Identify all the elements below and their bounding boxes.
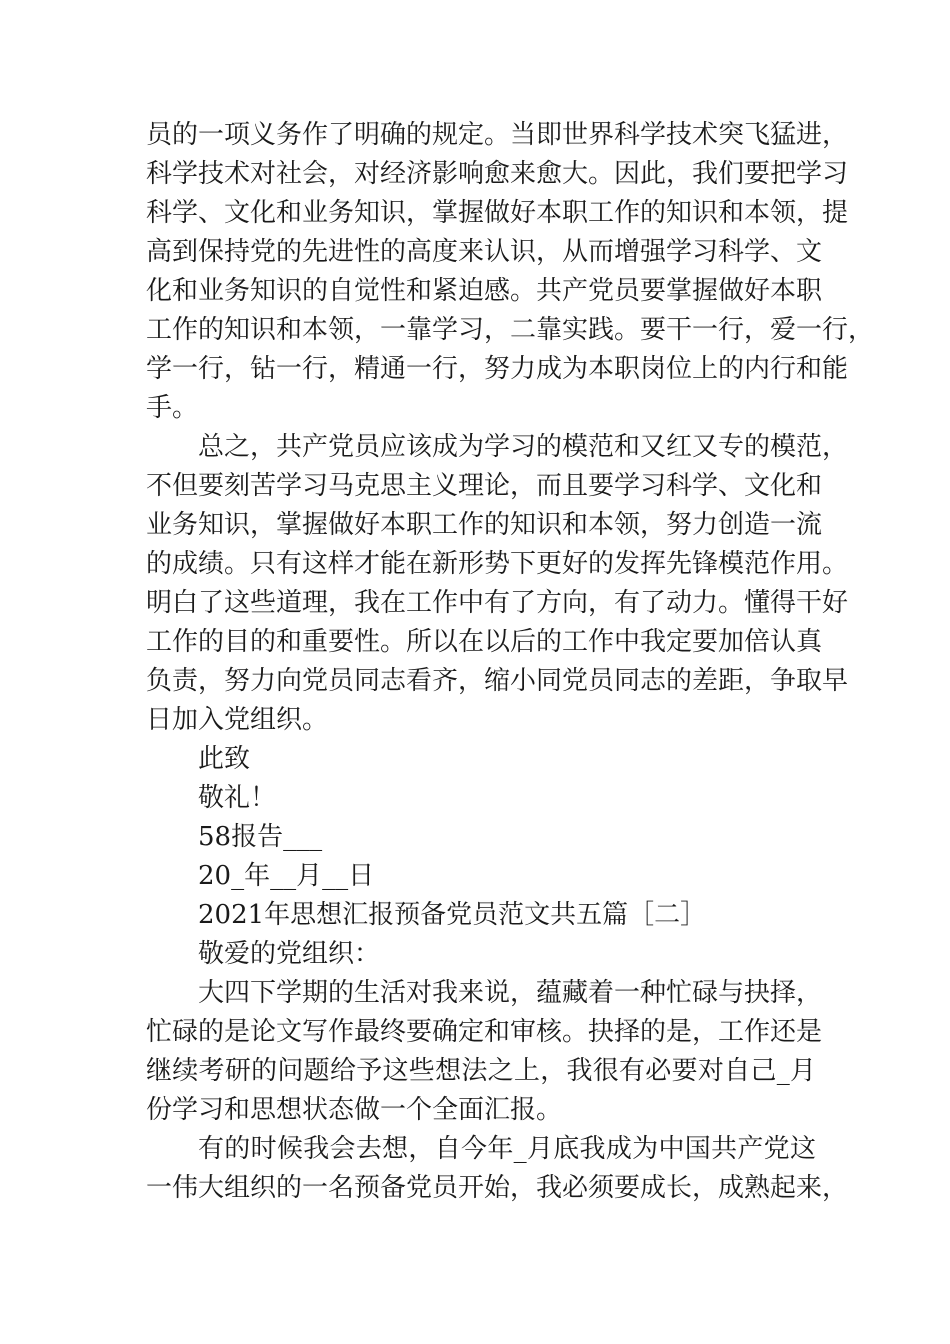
paragraph-line: 工作的知识和本领，一靠学习，二靠实践。要干一行，爱一行， — [146, 315, 875, 345]
paragraph-line: 不但要刻苦学习马克思主义理论，而且要学习科学、文化和 — [146, 471, 823, 501]
paragraph-line: 高到保持党的先进性的高度来认识，从而增强学习科学、文 — [146, 237, 823, 267]
paragraph-line: 业务知识，掌握做好本职工作的知识和本领，努力创造一流 — [146, 510, 823, 540]
paragraph-line: 继续考研的问题给予这些想法之上，我很有必要对自己_月 — [146, 1056, 816, 1086]
paragraph-line: 忙碌的是论文写作最终要确定和审核。抉择的是，工作还是 — [146, 1017, 823, 1047]
paragraph-line: 工作的目的和重要性。所以在以后的工作中我定要加倍认真 — [146, 627, 823, 657]
salutation: 敬爱的党组织： — [198, 939, 381, 969]
signature-line: 58报告___ — [198, 822, 323, 852]
paragraph-line: 一伟大组织的一名预备党员开始，我必须要成长，成熟起来， — [146, 1173, 849, 1203]
paragraph-line: 份学习和思想状态做一个全面汇报。 — [146, 1095, 563, 1125]
paragraph-line: 大四下学期的生活对我来说，蕴藏着一种忙碌与抉择， — [198, 978, 823, 1008]
paragraph-line: 日加入党组织。 — [146, 705, 329, 735]
paragraph-line: 科学技术对社会，对经济影响愈来愈大。因此，我们要把学习 — [146, 159, 849, 189]
paragraph-line: 化和业务知识的自觉性和紧迫感。共产党员要掌握做好本职 — [146, 276, 823, 306]
paragraph-line: 明白了这些道理，我在工作中有了方向，有了动力。懂得干好 — [146, 588, 849, 618]
section-title: 2021年思想汇报预备党员范文共五篇［二］ — [198, 900, 707, 930]
paragraph-line: 总之，共产党员应该成为学习的模范和又红又专的模范， — [198, 432, 849, 462]
letter-closing — [146, 740, 816, 974]
paragraph-line: 有的时候我会去想，自今年_月底我成为中国共产党这 — [198, 1134, 816, 1164]
closing-line: 此致 — [198, 744, 251, 774]
paragraph-3 — [146, 974, 823, 1130]
paragraph-1 — [146, 116, 875, 428]
paragraph-2 — [146, 428, 849, 740]
paragraph-line: 的成绩。只有这样才能在新形势下更好的发挥先锋模范作用。 — [146, 549, 849, 579]
date-line: 20_年__月__日 — [198, 861, 375, 891]
paragraph-line: 负责，努力向党员同志看齐，缩小同党员同志的差距，争取早 — [146, 666, 849, 696]
paragraph-4 — [146, 1130, 849, 1208]
paragraph-line: 手。 — [146, 393, 199, 423]
closing-line: 敬礼！ — [198, 783, 277, 813]
paragraph-line: 员的一项义务作了明确的规定。当即世界科学技术突飞猛进， — [146, 120, 849, 150]
paragraph-line: 学一行，钻一行，精通一行，努力成为本职岗位上的内行和能 — [146, 354, 849, 384]
paragraph-line: 科学、文化和业务知识，掌握做好本职工作的知识和本领，提 — [146, 198, 849, 228]
